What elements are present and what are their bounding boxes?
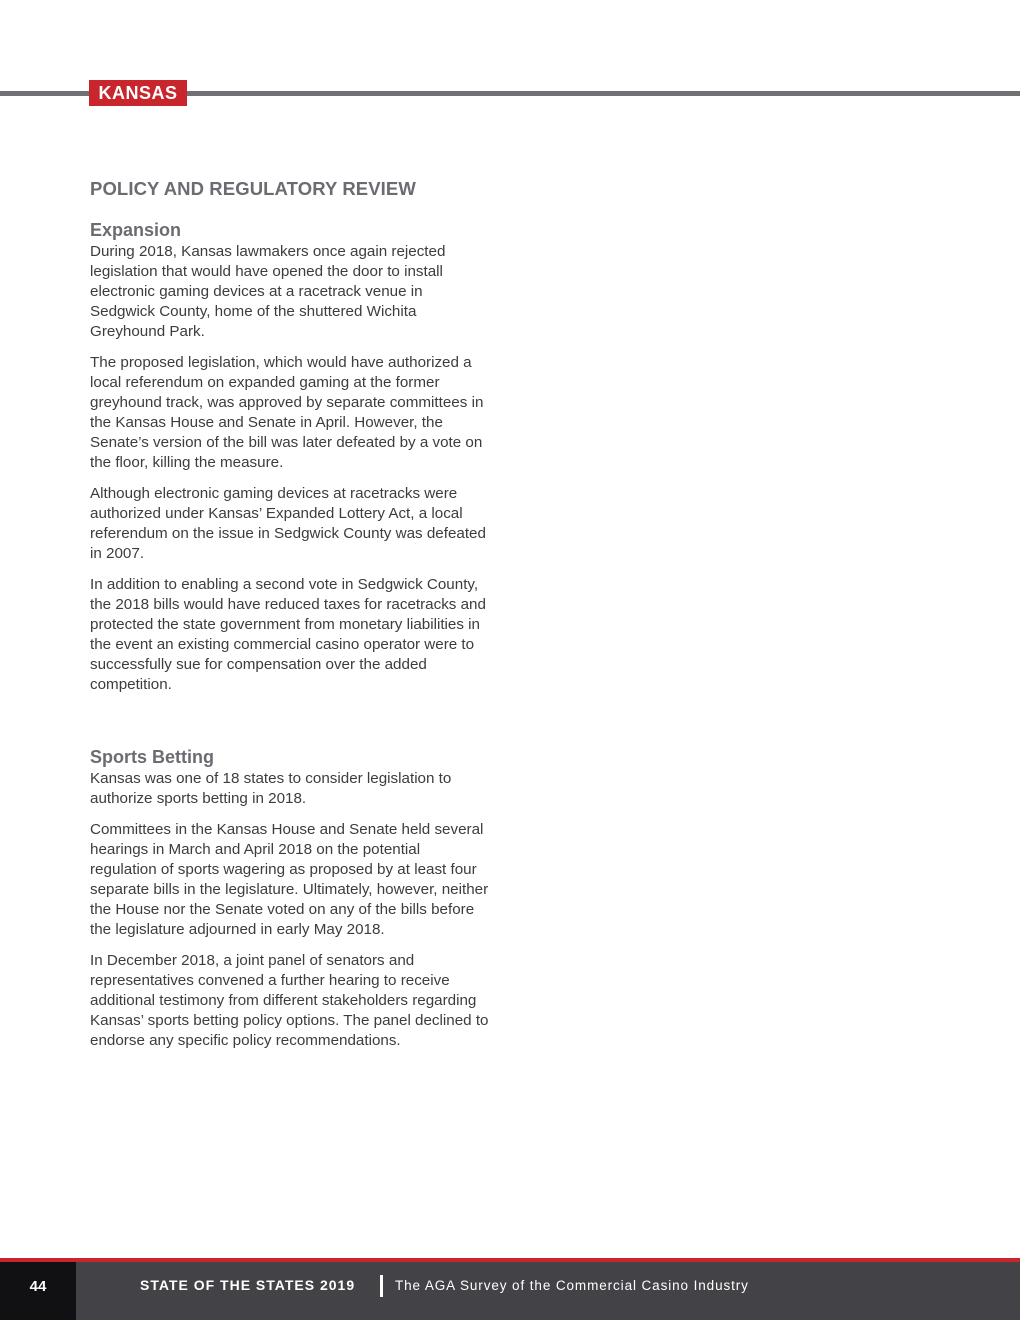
expansion-paragraph: During 2018, Kansas lawmakers once again rejected legislation that would have opened the door to install electronic gaming devices at a racetrack venue in Sedgwick County, home of the shuttered Wichita Greyhound Park. [90,243,446,340]
expansion-paragraph: The proposed legislation, which would have authorized a local referendum on expanded gaming at the former greyhound track, was approved by separate committees in the Kansas House and Senate in April. However, the Senate’s version of the bill was later defeated by a vote on the floor, killing the measure. [90,354,484,471]
report-subtitle: The AGA Survey of the Commercial Casino Industry [395,1278,749,1293]
sports-betting-heading: Sports Betting [90,747,214,767]
expansion-paragraph: Although electronic gaming devices at racetracks were authorized under Kansas’ Expanded Lottery Act, a local referendum on the issue in Sedgwick County was defeated in 2007. [90,485,486,562]
expansion-paragraph: In addition to enabling a second vote in Sedgwick County, the 2018 bills would have reduced taxes for racetracks and protected the state government from monetary liabilities in the event an existing commercial casino operator were to successfully sue for compensation over the added competition. [90,576,486,693]
section-title: POLICY AND REGULATORY REVIEW [90,178,416,199]
sports-betting-paragraph: Kansas was one of 18 states to consider legislation to authorize sports betting in 2018. [90,770,452,807]
state-tag: KANSAS [89,80,187,106]
main-content [90,176,490,1062]
footer-divider [380,1275,383,1297]
report-title: STATE OF THE STATES 2019 [140,1277,356,1293]
sports-betting-paragraph: Committees in the Kansas House and Senate held several hearings in March and April 2018 on the potential regulation of sports wagering as proposed by at least four separate bills in the legislature. Ultimately, however, neither the House nor the Senate voted on any of the bills before the legislature adjourned in early May 2018. [90,821,489,938]
footer-bar [0,1262,1020,1320]
page-number: 44 [0,1262,76,1320]
sports-betting-paragraph: In December 2018, a joint panel of senators and representatives convened a further hearing to receive additional testimony from different stakeholders regarding Kansas’ sports betting policy options. The panel declined to endorse any specific policy recommendations. [90,952,489,1049]
expansion-heading: Expansion [90,220,182,240]
